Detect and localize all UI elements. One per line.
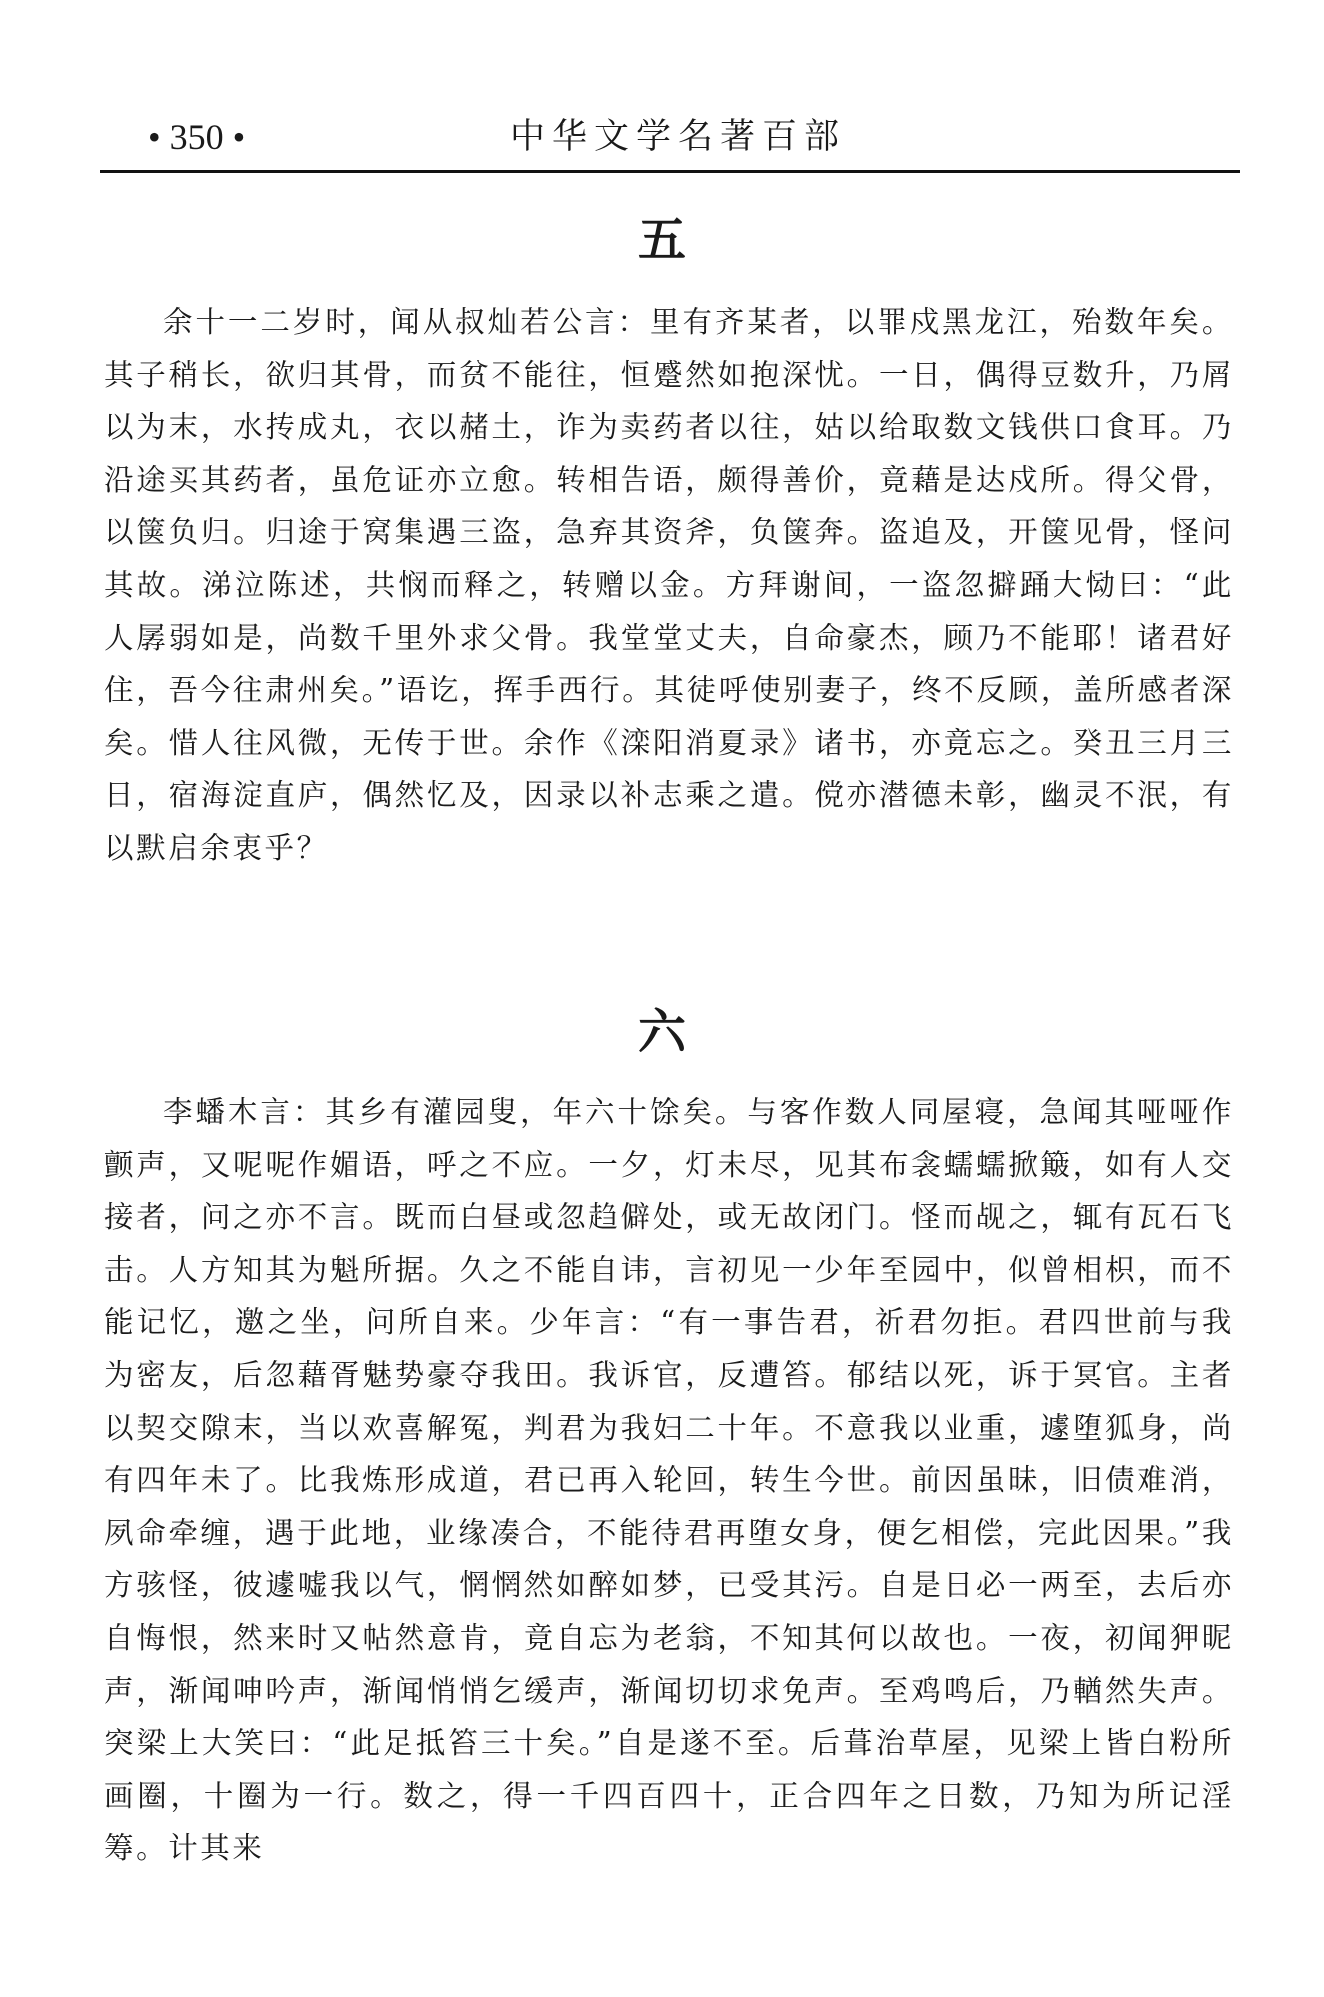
section-heading-5: 五 <box>637 212 686 268</box>
page-number: • 350 • <box>148 117 246 157</box>
section-5-paragraph: 余十一二岁时，闻从叔灿若公言：里有齐某者，以罪戍黑龙江，殆数年矣。其子稍长，欲归其骨，而贫不能往，恒蹙然如抱深忧。一日，偶得豆数升，乃屑以为末，水抟成丸，衣以赭土，诈为卖药者以往，姑以给取数文钱供口食耳。乃沿途买其药者，虽危证亦立愈。转相告语，颇得善价，竟藉是达戍所。得父骨，以箧负归。归途于窝集遇三盗，急弃其资斧，负箧奔。盗追及，开箧见骨，怪问其故。涕泣陈述，共悯而释之，转赠以金。方拜谢间，一盗忽擗踊大恸曰：“此人孱弱如是，尚数千里外求父骨。我堂堂丈夫，自命豪杰，顾乃不能耶！诸君好住，吾今往肃州矣。”语讫，挥手西行。其徒呼使别妻子，终不反顾，盖所感者深矣。惜人往风微，无传于世。余作《滦阳消夏录》诸书，亦竟忘之。癸丑三月三日，宿海淀直庐，偶然忆及，因录以补志乘之遣。傥亦潜德未彰，幽灵不泯，有以默启余衷乎？ <box>104 305 1234 865</box>
page-header <box>100 112 1240 170</box>
section-heading-6: 六 <box>637 1004 686 1060</box>
header-rule <box>100 170 1240 173</box>
section-6-paragraph: 李蟠木言：其乡有灌园叟，年六十馀矣。与客作数人同屋寝，急闻其哑哑作颤声，又呢呢作媚语，呼之不应。一夕，灯未尽，见其布衾蠕蠕掀簸，如有人交接者，问之亦不言。既而白昼或忽趋僻处，或无故闭门。怪而觇之，辄有瓦石飞击。人方知其为魁所据。久之不能自讳，言初见一少年至园中，似曾相枳，而不能记忆，邀之坐，问所自来。少年言：“有一事告君，祈君勿拒。君四世前与我为密友，后忽藉胥魅势豪夺我田。我诉官，反遭笞。郁结以死，诉于冥官。主者以契交隙末，当以欢喜解冤，判君为我妇二十年。不意我以业重，遽堕狐身，尚有四年未了。比我炼形成道，君已再入轮回，转生今世。前因虽昧，旧债难消，夙命牵缠，遇于此地，业缘凑合，不能待君再堕女身，便乞相偿，完此因果。”我方骇怪，彼遽嘘我以气，惘惘然如醉如梦，已受其污。自是日必一两至，去后亦自悔恨，然来时又帖然意肯，竟自忘为老翁，不知其何以故也。一夜，初闻狎昵声，渐闻呻吟声，渐闻悄悄乞缓声，渐闻切切求免声。至鸡鸣后，乃輶然失声。突梁上大笑曰：“此足抵笞三十矣。”自是遂不至。后葺治草屋，见梁上皆白粉所画圈，十圈为一行。数之，得一千四百四十，正合四年之日数，乃知为所记淫筹。计其来 <box>104 1095 1234 1866</box>
book-title: 中华文学名著百部 <box>510 117 847 157</box>
